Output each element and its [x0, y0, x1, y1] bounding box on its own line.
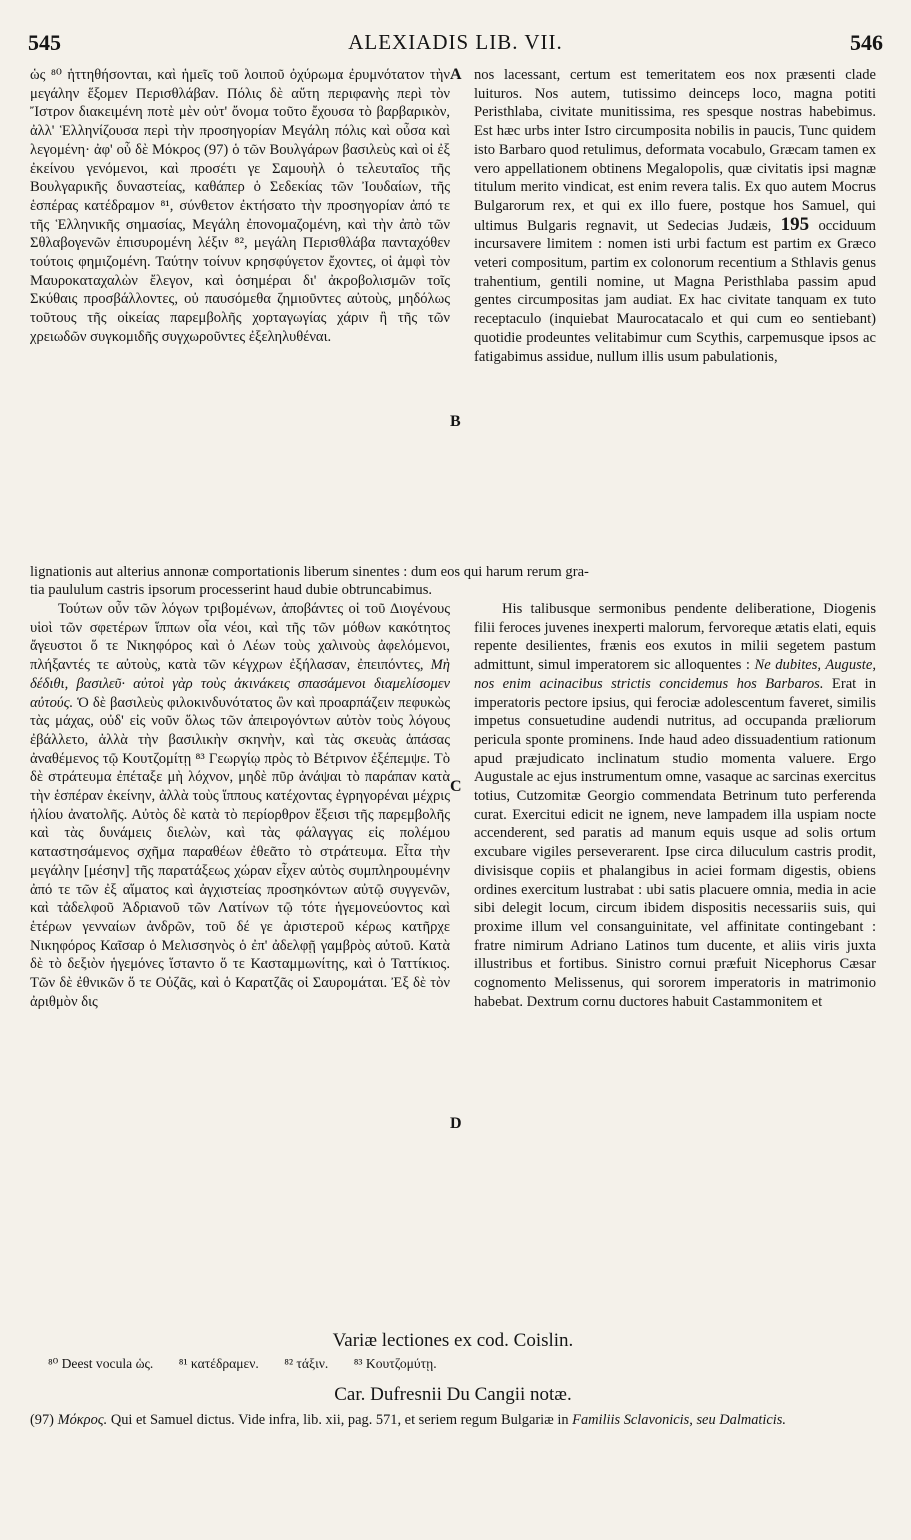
note-ref: (97): [30, 1412, 54, 1428]
note-italic-tail: Familiis Sclavonicis, seu Dalmaticis.: [572, 1412, 786, 1428]
latin-paragraph: [474, 66, 876, 366]
note-term: Μόκρος.: [57, 1412, 108, 1428]
note-text: Qui et Samuel dictus. Vide infra, lib. xii, pag. 571, et seriem regum Bulgariæ in: [110, 1412, 569, 1428]
variant-readings: [48, 1356, 876, 1372]
footnote-97: [30, 1411, 876, 1430]
latin-column-top: [474, 66, 876, 366]
page-number-left: 545: [28, 30, 61, 55]
latin-text: Erat in imperatoris pectore ipsius, qui ferociæ adolescentum faveret, similis impetus consuetudine audendi nutritus, ad occupanda præliorum pericula sponte prominens. Inde haud adeo dissuadentium rationum apud præjudicato inclinatum studio momenta valuere. Ergo Augustale ac ejus instrumentum omne, vasaque ac sarcinas exercitus totius, Cutzomitæ Georgio commendata Betrinum tuto perferenda curat. Exercitui edicit ne ignem, neve lampadem illa uspiam nocte accenderent, sed paratis ad manum equis usque ad solis ortum excubare vigiles perseverarent. Ipse circa diluculum castris prodit, divisisque copiis et phalangibus in aciei formam digestis, obiens ordines exercitum lustrabat : ubi satis placuere omnia, media in acie sibi delegit locum, circum ibidem dispositis necessariis suis, qui proxime illum vel consanguinitate, vel affinitate contingebant : fratre nimirum Adriano Latinos tum ducente, et aliis viris juxta illustribus et fortibus. Sinistro cornui præfuit Nicephorus Cæsar cognomento Melissenus, qui sororem imperatoris in matrimonio habebat. Dextrum cornu ductores habuit Castammonitem et: [474, 675, 876, 1010]
full-width-line: tia paululum castris ipsorum processerint haud dubie obtruncabimus.: [30, 582, 433, 598]
greek-paragraph: [30, 600, 450, 1011]
latin-quote: Ne dubites, Auguste, nos enim acinacibus strictis concidemus hos Barbaros.: [474, 657, 876, 692]
variant-item: ⁸³ Κουτζομύτῃ.: [353, 1356, 437, 1371]
variant-item: ⁸² τάξιν.: [284, 1356, 329, 1371]
section-marker-c: C: [450, 778, 462, 795]
latin-paragraph: [474, 600, 876, 1011]
page-number-right: 546: [850, 30, 883, 55]
latin-text: occiduum incursavere limitem : nomen isti urbi factum est partim ex Græco veteri compositum, partim ex colonorum recentium a Sthlavis genus trahentium, gentili nomine, ut Magna Peristhlaba passim apud gentes circumpositas jam audiat. Ex hac civitate tanquam ex tuto receptaculo (inquiebat Maurocatacalo et qui cum eo sentiebant) quotidie prodeuntes velitabimur cum Scythis, carpemusque ipsos ac fatigabimus assidue, nullum illis usum pabulationis,: [474, 217, 877, 365]
running-header: [28, 30, 883, 60]
variant-item: ⁸⁰ Deest vocula ὡς.: [48, 1356, 154, 1371]
greek-column-bottom: [30, 600, 450, 1011]
running-title: ALEXIADIS LIB. VII.: [348, 30, 563, 54]
variant-item: ⁸¹ κατέδραμεν.: [178, 1356, 259, 1371]
du-cange-notes-title: Car. Dufresnii Du Cangii notæ.: [334, 1384, 572, 1405]
section-marker-d: D: [450, 1115, 462, 1132]
latin-column-bottom: [474, 600, 876, 1011]
latin-text: His talibusque sermonibus pendente deliberatione, Diogenis filii feroces juvenes inexperti malorum, fervoreque ætatis elati, equis repente desilientes, frænis eos exutos in milii segetem pastum admittunt, simul imperatorem sic alloquentes :: [474, 601, 877, 674]
variae-lectiones-title: Variæ lectiones ex cod. Coislin.: [332, 1330, 574, 1351]
greek-text: Τούτων οὖν τῶν λόγων τριβομένων, ἀποβάντες οἱ τοῦ Διογένους υἱοὶ τῶν σφετέρων ἵππων οἷα νέοι, καὶ τῆς τῶν μόθων κακότητος ἄγευστοι ὅ τε Νικηφόρος καὶ ὁ Λέων τοὺς χαλινοὺς ἀφελόμενοι, πλήξαντές τε αὐτοὺς, κατὰ τῶν κέγχρων ἐξήλασαν, ἐπειπόντες,: [30, 601, 450, 674]
greek-text: Ὁ δὲ βασιλεὺς φιλοκινδυνότατος ὢν καὶ προαρπάζειν πεφυκὼς τὰς μάχας, οὐδ' εἰς νοῦν ὅλως τῶν ἀπειρογόντων αὐτὸν τοὺς λόγους ἐβάλλετο, ἀλλὰ τὴν βασιλικὴν σκηνὴν, καὶ τὰς σκευὰς ἁπάσας ἀναθέμενος τῷ Κουτζομίτῃ ⁸³ Γεωργίῳ πρὸς τὸ Βέτρινον ἐξέπεμψε. Τὸ δὲ στράτευμα ἐπέταξε μὴ λόχνον, μηδὲ πῦρ ἀνάψαι τὸ παράπαν κατὰ τὴν ἑσπέραν ἐκείνην, ἀλλὰ τοὺς ἵππους κατέχοντας ἐγρηγορέναι μέχρις ἡλίου ἀνατολῆς. Αὐτὸς δὲ κατὰ τὸ περίορθρον ἔξεισι τῆς παρεμβολῆς καὶ τὰς δυνάμεις διελὼν, καὶ τὰς φάλαγγας εἰς πολέμου καταστησάμενος σχῆμα παραθέων ἐθεᾶτο τὸ στράτευμα. Εἶτα τὴν μεγάλην [μέσην] τῆς παρατάξεως χώραν εἶχεν αὐτὸς συμπληρουμένην ἀπό τε τῶν ἐξ αἵματος καὶ ἀγχιστείας προσηκόντων αὐτῷ συγγενῶν, καὶ τἀδελφοῦ Ἀδριανοῦ τῶν Λατίνων τῷ τότε ἡγεμονεύοντος καὶ ἑτέρων γενναίων ἀνδρῶν, τοῦ δέ γε ἀριστεροῦ κέρως κατῆρχε Νικηφόρος Καῖσαρ ὁ Μελισσηνὸς ὁ ἐπ' ἀδελφῇ γαμβρὸς αὐτοῦ. Κατὰ δὲ τὸ δεξιὸν ἡγεμόνες ἵσταντο ὅ τε Κασταμμωνίτης, καὶ ὁ Ταττίκιος. Τῶν δὲ ἐθνικῶν ὅ τε Οὐζᾶς, καὶ ὁ Καρατζᾶς οἱ Σαυρομάται. Ἐξ δὲ τὸν ἀριθμὸν δις: [30, 694, 450, 1010]
latin-text: nos lacessant, certum est temeritatem eos nox præsenti clade luituros. Nos autem, tutissimo deinceps loco, magna potiti Peristhlaba, civitate munitissima, res spesque nostras habebimus. Est hæc urbs inter Istro circumposita nobilis in paucis, Tunc quidem isto Barbaro quod retulimus, deformata vocabulo, Græcam tamen ex vero appellationem obtinens Megalopolis, quæ civitatis ipsi magnæ titulum merito vindicat, est enim revera talis. Ex quo autem Mocrus Bulgarorum rex, et qui ex illo fuere, postque hos Samuel, qui ultimus Bulgaris regnavit, ut Sedecias Judæis,: [474, 67, 876, 234]
section-marker-b: B: [450, 413, 461, 430]
full-width-line: lignationis aut alterius annonæ comportationis liberum sinentes : dum eos qui harum rerum gra-: [30, 564, 589, 580]
greek-quote: Μὴ δέδιθι, βασιλεῦ· αὐτοὶ γὰρ τοὺς ἀκινάκεις σπασάμενοι διαμελίσομεν αὐτούς.: [30, 657, 450, 711]
section-marker-a: A: [450, 66, 462, 83]
greek-paragraph: ὡς ⁸⁰ ἡττηθήσονται, καὶ ἡμεῖς τοῦ λοιποῦ ὀχύρωμα ἐρυμνότατον τὴν μεγάλην ἕξομεν Περισθλάβαν. Πόλις δὲ αὕτη περιφανὴς περὶ τὸν Ἴστρον διακειμένη ποτὲ μὲν οὐτ' ὄνομα τοῦτο ἔχουσα τὸ βαρβαρικὸν, ἀλλ' Ἑλληνίζουσα περὶ τὴν προσηγορίαν Μεγάλη πόλις καὶ οὖσα καὶ λεγομένη· ἀφ' οὗ δὲ Μόκρος (97) ὁ τῶν Βουλγάρων βασιλεὺς καὶ οἱ ἐξ ἐκείνου γενόμενοι, καὶ προσέτι γε Σαμουὴλ ὁ τελευταῖος τῆς Βουλγαρικῆς δυναστείας, καθάπερ ὁ Σεδεκίας τῶν Ἰουδαίων, τῆς ἑσπέρας κατέδραμον ⁸¹, σύνθετον ἐκτήσατο τὴν προσηγορίαν ἀπό τε τῆς Ἑλληνικῆς σημασίας, Μεγάλη ἐπονομαζομένη, καὶ τὴν ἀπὸ τῶν Σθλαβογενῶν ἐπισυρομένη λέξιν ⁸², μεγάλη Περισθλάβα πανταχόθεν τούτοις φημιζομένη. Ταύτην τοίνυν κρησφύγετον ἔχοντες, οἱ ἀμφὶ τὸν Μαυροκαταχαλὼν ἔλεγον, καὶ ὁσημέραι δι' ἀκροβολισμῶν τοῖς Σκύθαις προσβάλλοντες, οὐ παυσόμεθα ζημιοῦντες αὐτοὺς, μηδόλως τοῦτους τῆς οἰκείας παρεμβολῆς χορταγωγίας χάριν ἢ τῆς τῶν χρειωδῶν συγκομιδῆς συγχωροῦντες ἐξεληλυθέναι.: [30, 67, 450, 345]
column-number: 195: [780, 213, 810, 235]
greek-column-top: [30, 66, 450, 347]
